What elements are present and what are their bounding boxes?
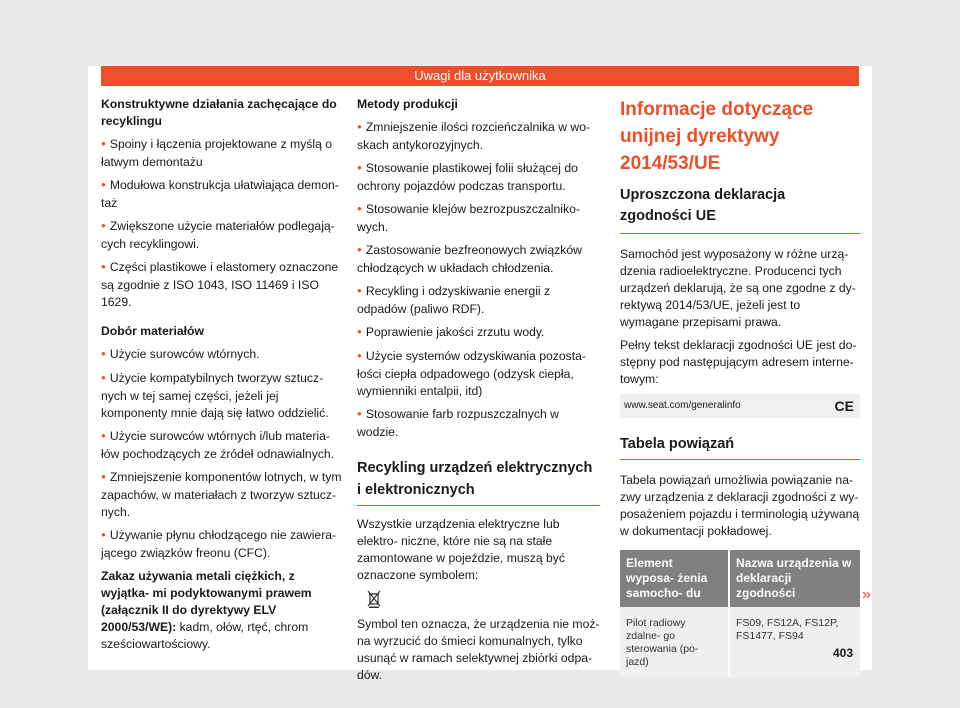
list-item: ● Stosowanie klejów bezrozpuszczalniko- wych. — [357, 201, 600, 236]
list-item: ● Użycie kompatybilnych tworzyw sztucz- nych w tej samej części, jeżeli jej komponenty mnie dają się łatwo oddzielić. — [101, 370, 343, 422]
list-item: ● Poprawienie jakości zrzutu wody. — [357, 324, 600, 342]
eu-paragraph-1: Samochód jest wyposażony w różne urzą- dzenia radioelektryczne. Producenci tych urządzeń deklarują, że są one zgodne z dy- rektywą 2014/53/UE, jeżeli jest to wymagane przepisami prawa. — [620, 247, 856, 329]
weee-paragraph-2: Symbol ten oznacza, że urządzenia nie moż- na wyrzucić do śmieci komunalnych, tylko usunąć w ramach selektywnej zbiórki odpa- dów. — [357, 617, 600, 682]
list-item: ● Zmniejszenie komponentów lotnych, w tym zapachów, w materiałach z tworzyw sztucz- nych. — [101, 469, 343, 521]
list-item: ● Modułowa konstrukcja ułatwiająca demon- taż — [101, 177, 343, 212]
correlation-table — [620, 550, 860, 677]
list-item: ● Zastosowanie bezfreonowych związków chłodzących w układach chłodzenia. — [357, 242, 600, 277]
eu-directive-title: Informacje dotyczące unijnej dyrektywy 2014/53/UE — [620, 99, 814, 174]
weee-paragraph-1: Wszystkie urządzenia elektryczne lub elektro- niczne, które nie są na stałe zamontowane w pojeździe, muszą być oznaczone symbolem: — [357, 517, 565, 582]
table-header-row — [620, 550, 860, 607]
list-item: ● Użycie surowców wtórnych i/lub materia- łów pochodzących ze źródeł odnawialnych. — [101, 428, 343, 463]
table-cell: Pilot radiowy zdalne- go sterowania (po- jazd) — [620, 607, 729, 677]
table-header-cell: Element wyposa- żenia samocho- du — [620, 550, 729, 607]
list-item: ● Zmniejszenie ilości rozcieńczalnika w wo- skach antykorozyjnych. — [357, 119, 600, 154]
list-item: ● Spoiny i łączenia projektowane z myślą o łatwym demontażu — [101, 136, 343, 171]
column-left — [101, 96, 343, 659]
declaration-url[interactable]: www.seat.com/generalinfo — [624, 400, 741, 411]
heading-materials: Dobór materiałów — [101, 324, 204, 338]
heading-recycling-design: Konstruktywne działania zachęcające do recyklingu — [101, 97, 337, 128]
list-item: ● Części plastikowe i elastomery oznaczone są zgodnie z ISO 1043, ISO 11469 i ISO 1629. — [101, 259, 343, 311]
correlation-table-title: Tabela powiązań — [620, 436, 860, 460]
list-item: ● Używanie płynu chłodzącego nie zawiera- jącego związków freonu (CFC). — [101, 527, 343, 562]
section-title-weee: Recykling urządzeń elektrycznych i elektronicznych — [357, 457, 600, 506]
page-number: 403 — [833, 646, 854, 660]
list-item: ● Zwiększone użycie materiałów podlegają- cych recyklingowi. — [101, 218, 343, 253]
list-item: ● Stosowanie farb rozpuszczalnych w wodzie. — [357, 406, 600, 441]
continue-arrow-icon: » — [862, 586, 871, 603]
column-right — [620, 96, 860, 677]
column-middle — [357, 96, 600, 690]
ce-mark-icon: CE — [834, 398, 854, 414]
list-item: ● Recykling i odzyskiwanie energii z odpadów (paliwo RDF). — [357, 283, 600, 318]
table-cell: FS09, FS12A, FS12P, FS1477, FS94 — [729, 607, 860, 677]
crossed-bin-icon — [367, 590, 381, 608]
heavy-metals-text: kadm, ołów, rtęć, chrom sześciowartościowy. — [101, 620, 309, 651]
page-header-banner: Uwagi dla użytkownika — [101, 66, 859, 86]
url-box — [620, 394, 860, 418]
heading-production: Metody produkcji — [357, 97, 458, 111]
list-item: ● Użycie systemów odzyskiwania pozosta- łości ciepła odpadowego (odzysk ciepła, wymienniki entalpii, itd) — [357, 348, 600, 400]
list-item: ● Użycie surowców wtórnych. — [101, 346, 343, 364]
heavy-metals-paragraph — [101, 568, 343, 653]
table-intro-paragraph: Tabela powiązań umożliwia powiązanie na- zwy urządzenia z deklaracji zgodności z wy- posażeniem pojazdu i terminologią używaną w dokumentacji pokładowej. — [620, 473, 860, 538]
list-item: ● Stosowanie plastikowej folii służącej do ochrony pojazdów podczas transportu. — [357, 160, 600, 195]
table-row — [620, 607, 860, 677]
heavy-metals-heading: Zakaz używania metali ciężkich, z wyjątka- mi podyktowanymi prawem (załącznik II do dyrektywy ELV 2000/53/WE): — [101, 569, 312, 634]
table-header-cell: Nazwa urządzenia w deklaracji zgodności — [729, 550, 860, 607]
eu-paragraph-2: Pełny tekst deklaracji zgodności UE jest do- stępny pod następującym adresem interne- towym: — [620, 338, 857, 386]
eu-declaration-subtitle: Uproszczona deklaracja zgodności UE — [620, 185, 860, 234]
